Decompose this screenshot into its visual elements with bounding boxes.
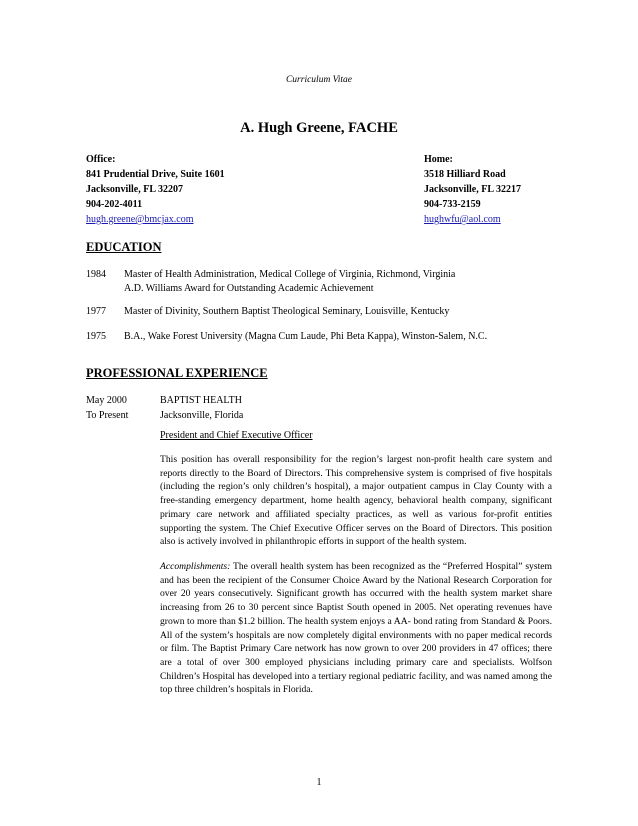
- office-label: Office:: [86, 154, 116, 165]
- office-address-line1: 841 Prudential Drive, Suite 1601: [86, 169, 225, 180]
- education-degree: Master of Health Administration, Medical College of Virginia, Richmond, Virginia: [124, 269, 456, 280]
- education-entry: [86, 305, 450, 319]
- education-year: 1977: [86, 306, 106, 317]
- office-address-line2: Jacksonville, FL 32207: [86, 184, 183, 195]
- experience-end-date: To Present: [86, 410, 129, 421]
- home-email-link[interactable]: hughwfu@aol.com: [424, 214, 501, 225]
- education-entry: [86, 268, 456, 294]
- experience-start-date: May 2000: [86, 395, 127, 406]
- experience-employer-block: [160, 393, 243, 423]
- experience-dates: [86, 393, 128, 423]
- experience-location: Jacksonville, Florida: [160, 410, 244, 421]
- home-contact-block: [424, 152, 521, 227]
- home-label: Home:: [424, 154, 453, 165]
- person-name: A. Hugh Greene, FACHE: [240, 120, 398, 136]
- education-degree: Master of Divinity, Southern Baptist Theological Seminary, Louisville, Kentucky: [124, 306, 450, 317]
- education-year: 1975: [86, 331, 106, 342]
- education-award: A.D. Williams Award for Outstanding Academic Achievement: [124, 283, 374, 294]
- office-phone: 904-202-4011: [86, 199, 143, 210]
- accomplishments-label: Accomplishments:: [160, 561, 231, 572]
- home-address-line2: Jacksonville, FL 32217: [424, 184, 521, 195]
- education-entry: [86, 330, 488, 344]
- experience-employer: BAPTIST HEALTH: [160, 395, 242, 406]
- office-email-link[interactable]: hugh.greene@bmcjax.com: [86, 214, 194, 225]
- education-year: 1984: [86, 269, 106, 280]
- experience-accomplishments: [160, 560, 552, 697]
- experience-job-title: President and Chief Executive Officer: [160, 430, 313, 441]
- accomplishments-text: The overall health system has been recognized as the “Preferred Hospital” system and has been the recipient of the Consumer Choice Award by the National Research Corporation for over 20 years consecutively. Significant growth has occurred with the health system market share increasing from 26 to 30 percent since Baptist South opened in 2005. Net operating revenues have grown to more than $1.2 billion. The health system enjoys a AA- bond rating from Standard & Poors. All of the system’s hospitals are now completely digital environments with no paper medical records or film. The Baptist Primary Care network has now grown to over 200 providers in 47 offices; there are a total of over 300 employed physicians including primary care and specialists. Wolfson Children’s Hospital has developed into a tertiary regional pediatric facility, and was named among the top three children’s hospitals in Florida.: [160, 561, 552, 696]
- education-heading: EDUCATION: [86, 240, 162, 254]
- home-address-line1: 3518 Hilliard Road: [424, 169, 506, 180]
- home-phone: 904-733-2159: [424, 199, 481, 210]
- experience-description: This position has overall responsibility for the region’s largest non-profit health care system and reports directly to the Board of Directors. This comprehensive system is comprised of five hospitals (including the region’s only children’s hospital), a major outpatient campus in Clay County with a free-standing emergency department, home health agency, behavioral health company, significant primary care network and affiliated specialty practices, as well as various for-profit entities supporting the system. The Chief Executive Officer serves on the Board of Directors. This position also is actively involved in philanthropic efforts in support of the health system.: [160, 454, 552, 548]
- education-degree: B.A., Wake Forest University (Magna Cum Laude, Phi Beta Kappa), Winston-Salem, N.C.: [124, 331, 488, 342]
- office-contact-block: [86, 152, 225, 227]
- running-header: Curriculum Vitae: [285, 75, 353, 85]
- experience-heading: PROFESSIONAL EXPERIENCE: [86, 366, 268, 380]
- page-number: 1: [316, 777, 322, 788]
